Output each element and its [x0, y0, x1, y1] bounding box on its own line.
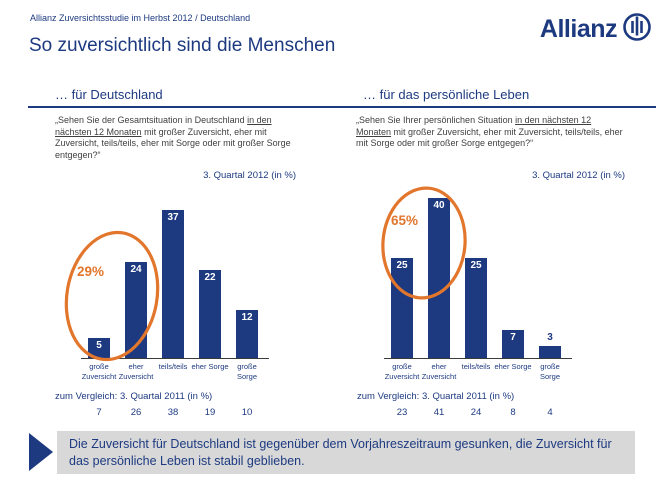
- category-label-line: eher: [431, 362, 447, 371]
- question-text: mit großer Zuversicht, eher mit Zuversicht, teils/teils, eher mit Sorge oder mit großer Sorge entgegen?“: [356, 126, 623, 149]
- x-axis: [384, 358, 572, 359]
- page-title: So zuversichtlich sind die Menschen: [29, 35, 336, 56]
- category-label-line: Zuversicht: [421, 371, 457, 381]
- allianz-logo: [540, 12, 652, 47]
- highlight-percentage: 65%: [391, 213, 419, 228]
- bar-große-Sorge: [236, 310, 258, 358]
- category-label-line: große: [540, 362, 560, 371]
- bar-value-label: 5: [96, 340, 102, 351]
- slide-eyebrow: Allianz Zuversichtsstudie im Herbst 2012 / Deutschland: [30, 13, 251, 23]
- survey-question-deutschland: [55, 115, 310, 161]
- comparison-value: 38: [167, 407, 179, 418]
- category-label-line: Sorge: [539, 371, 560, 381]
- allianz-ring-icon: [622, 12, 652, 47]
- bar-eher-Sorge: [502, 330, 524, 358]
- category-label-line: große: [89, 362, 109, 371]
- category-label-line: Zuversicht: [81, 371, 117, 381]
- category-label-line: große: [237, 362, 257, 371]
- bar-value-label: 12: [241, 312, 253, 323]
- category-label-line: große: [392, 362, 412, 371]
- survey-question-persoenlich: [356, 115, 628, 150]
- comparison-value: 26: [130, 407, 142, 418]
- comparison-value: 23: [396, 407, 408, 418]
- comparison-value: 19: [204, 407, 216, 418]
- category-labels: [384, 362, 563, 388]
- bar-value-label: 3: [547, 332, 553, 343]
- bar-value-label: 40: [433, 200, 445, 211]
- category-label: [221, 362, 273, 382]
- category-label-line: eher: [128, 362, 144, 371]
- question-underlined-text: in den nächsten 12 Monaten: [55, 115, 272, 137]
- category-label-line: eher Sorge: [191, 362, 229, 371]
- panel-heading-persoenliches-leben: … für das persönliche Leben: [363, 87, 530, 102]
- bar-eher-Sorge: [199, 270, 221, 358]
- comparison-values-row: [88, 407, 260, 419]
- category-label: [524, 362, 576, 382]
- question-text: „Sehen Sie der Gesamtsituation in Deutschland: [55, 115, 248, 125]
- comparison-label-2011: zum Vergleich: 3. Quartal 2011 (in %): [357, 391, 515, 402]
- comparison-value: 41: [433, 407, 445, 418]
- highlight-percentage: 29%: [77, 264, 105, 279]
- category-label-line: eher Sorge: [494, 362, 532, 371]
- bar-value-label: 22: [204, 272, 216, 283]
- chart-subtitle-quartal-2012: 3. Quartal 2012 (in %): [532, 170, 625, 181]
- chart-subtitle-quartal-2012: 3. Quartal 2012 (in %): [203, 170, 296, 181]
- panel-heading-deutschland: … für Deutschland: [55, 87, 163, 102]
- question-text: „Sehen Sie Ihrer persönlichen Situation: [356, 115, 516, 125]
- category-label-line: teils/teils: [461, 362, 491, 371]
- bar-teils-teils: [162, 210, 184, 358]
- comparison-value: 4: [547, 407, 553, 418]
- comparison-value: 8: [510, 407, 516, 418]
- category-label-line: Zuversicht: [384, 371, 420, 381]
- summary-banner: [57, 431, 635, 474]
- bar-value-label: 7: [510, 332, 516, 343]
- question-underlined-text: in den nächsten 12 Monaten: [356, 115, 592, 137]
- highlight-ellipse: [373, 180, 475, 306]
- bar-value-label: 24: [130, 264, 142, 275]
- heading-divider: [28, 106, 656, 108]
- bar-große-Sorge: [539, 332, 561, 358]
- allianz-wordmark: Allianz: [539, 15, 617, 43]
- comparison-value: 7: [96, 407, 102, 418]
- summary-text: Die Zuversicht für Deutschland ist gegenüber dem Vorjahreszeitraum gesunken, die Zuversicht für das persönliche Leben ist stabil geblieben.: [69, 437, 612, 468]
- comparison-values-row: [391, 407, 563, 419]
- bar-value-label: 25: [470, 260, 482, 271]
- comparison-label-2011: zum Vergleich: 3. Quartal 2011 (in %): [55, 391, 213, 402]
- question-text: mit großer Zuversicht, eher mit Zuversicht, teils/teils, eher mit Sorge oder mit großer Sorge entgegen?“: [55, 126, 291, 160]
- comparison-value: 24: [470, 407, 482, 418]
- arrow-right-icon: [29, 433, 55, 476]
- comparison-value: 10: [241, 407, 253, 418]
- category-label-line: Zuversicht: [118, 371, 154, 381]
- category-label-line: teils/teils: [158, 362, 188, 371]
- bar-value-label: 25: [396, 260, 408, 271]
- bar-teils-teils: [465, 258, 487, 358]
- category-labels: [81, 362, 260, 388]
- category-label-line: Sorge: [236, 371, 257, 381]
- bar-value-label: 37: [167, 212, 179, 223]
